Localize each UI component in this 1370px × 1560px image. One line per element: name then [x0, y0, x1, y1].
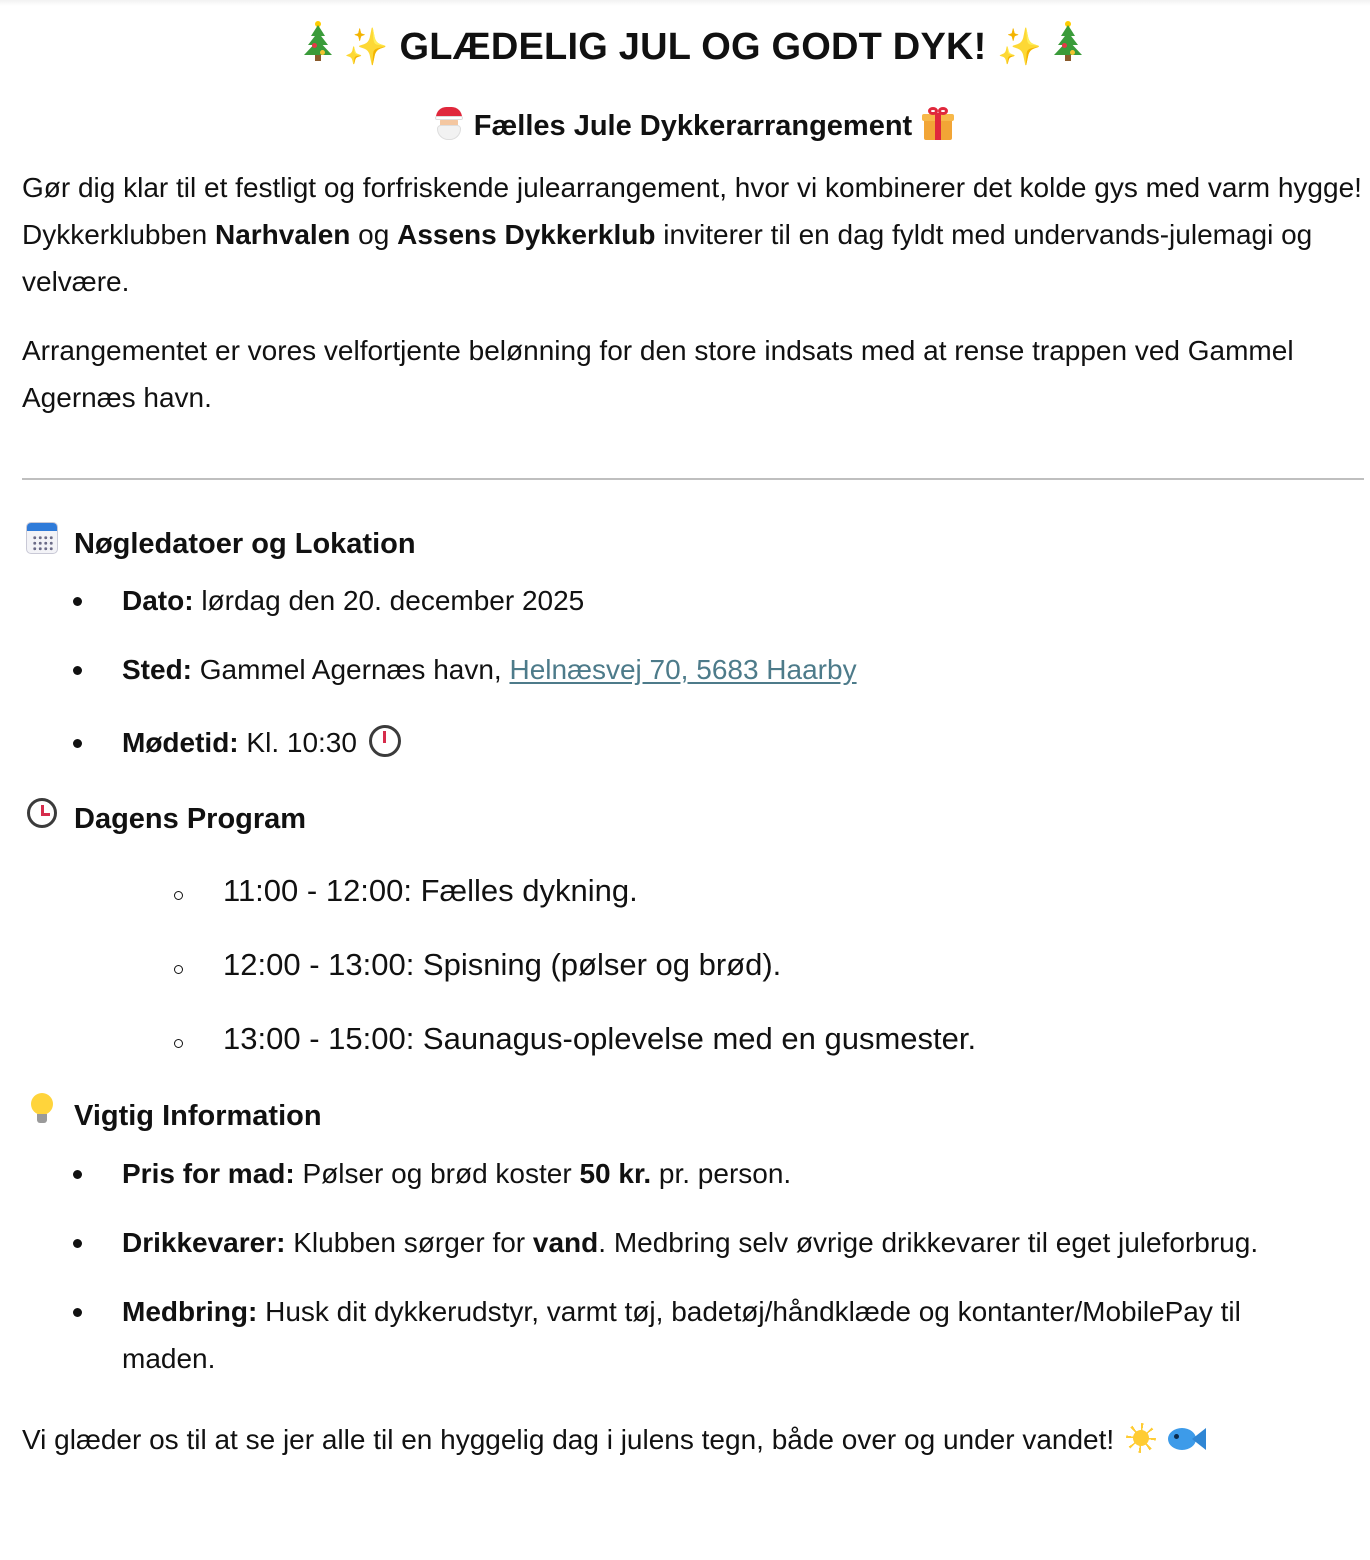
item-label: Pris for mad: — [122, 1158, 295, 1189]
item-value: Gammel Agernæs havn, — [192, 654, 510, 685]
info-list — [22, 1150, 1364, 1382]
bullet — [73, 597, 82, 606]
list-item-bring — [22, 1288, 1272, 1382]
page-subtitle-text: Fælles Jule Dykkerarrangement — [473, 110, 913, 142]
christmas-tree-icon — [1053, 23, 1083, 63]
item-label: Medbring: — [122, 1296, 258, 1327]
section-heading-program — [22, 798, 1364, 839]
section-heading-text: Vigtig Information — [74, 1099, 322, 1132]
bullet — [73, 666, 82, 675]
bullet — [73, 1170, 82, 1179]
clock-icon — [27, 798, 57, 828]
document-page — [22, 0, 1364, 1463]
program-item-text: 12:00 - 13:00: Spisning (pølser og brød). — [223, 947, 782, 982]
bullet — [73, 739, 82, 748]
item-value: pr. person. — [651, 1158, 792, 1189]
section-heading-text: Dagens Program — [74, 802, 307, 835]
sparkles-icon: ✨ — [343, 26, 389, 67]
program-list — [22, 869, 1364, 1061]
divider — [22, 478, 1364, 480]
closing-paragraph — [22, 1416, 1364, 1463]
item-value: Kl. 10:30 — [238, 727, 357, 758]
calendar-icon — [26, 522, 58, 554]
list-item-date — [22, 577, 1272, 624]
closing-text: Vi glæder os til at se jer alle til en hyggelig dag i julens tegn, både over og under vandet! — [22, 1424, 1115, 1455]
section-heading-info — [22, 1093, 1364, 1138]
program-item-text: 11:00 - 12:00: Fælles dykning. — [223, 873, 638, 908]
page-title-text: GLÆDELIG JUL OG GODT DYK! — [399, 26, 987, 68]
list-item-food-price — [22, 1150, 1272, 1197]
item-value: Husk dit dykkerudstyr, varmt tøj, badetøj/håndklæde og kontanter/MobilePay til maden. — [122, 1296, 1241, 1374]
program-item — [22, 943, 1364, 987]
bullet — [73, 1308, 82, 1317]
fish-icon — [1168, 1424, 1206, 1454]
section-heading-key-dates — [22, 522, 1364, 565]
bullet — [174, 891, 183, 900]
gift-icon — [922, 107, 954, 141]
water-highlight: vand — [532, 1227, 599, 1258]
intro-text: Gør dig klar til et festligt og forfriskende julearrangement, hvor vi kombinerer det kolde gys med varm hygge! Dykkerklubben — [22, 172, 1362, 250]
key-dates-list — [22, 577, 1364, 766]
list-item-drinks — [22, 1219, 1272, 1266]
bullet — [174, 965, 183, 974]
intro-paragraph — [22, 164, 1364, 305]
address-link[interactable]: Helnæsvej 70, 5683 Haarby — [509, 654, 857, 685]
program-item — [22, 1017, 1364, 1061]
sparkles-icon: ✨ — [997, 26, 1043, 67]
sun-icon — [1124, 1421, 1158, 1455]
reward-paragraph: Arrangementet er vores velfortjente belønning for den store indsats med at rense trappen ved Gammel Agernæs havn. — [22, 335, 1294, 413]
light-bulb-icon — [30, 1093, 54, 1127]
club-name-narhvalen: Narhvalen — [214, 219, 351, 250]
program-item — [22, 869, 1364, 913]
christmas-tree-icon — [303, 23, 333, 63]
item-value: . Medbring selv øvrige drikkevarer til eget juleforbrug. — [598, 1227, 1259, 1258]
item-label: Sted: — [122, 654, 192, 685]
list-item-place — [22, 646, 1272, 693]
page-title — [22, 0, 1364, 72]
bullet — [73, 1239, 82, 1248]
item-value: lørdag den 20. december 2025 — [193, 585, 585, 616]
price: 50 kr. — [579, 1158, 652, 1189]
item-value: Klubben sørger for — [285, 1227, 533, 1258]
intro-text: og — [350, 219, 398, 250]
item-label: Drikkevarer: — [122, 1227, 286, 1258]
santa-icon — [432, 107, 466, 141]
item-label: Dato: — [122, 585, 194, 616]
page-subtitle — [22, 106, 1364, 146]
club-name-assens: Assens Dykkerklub — [397, 219, 656, 250]
section-heading-text: Nøgledatoer og Lokation — [74, 527, 416, 560]
program-item-text: 13:00 - 15:00: Saunagus-oplevelse med en gusmester. — [223, 1021, 977, 1056]
intro-text: inviterer til en dag fyldt med undervands-julemagi og velvære. — [22, 219, 1313, 297]
bullet — [174, 1039, 183, 1048]
list-item-meeting-time — [22, 719, 1272, 766]
item-label: Mødetid: — [122, 727, 239, 758]
item-value: Pølser og brød koster — [294, 1158, 580, 1189]
clock-icon — [369, 725, 401, 757]
